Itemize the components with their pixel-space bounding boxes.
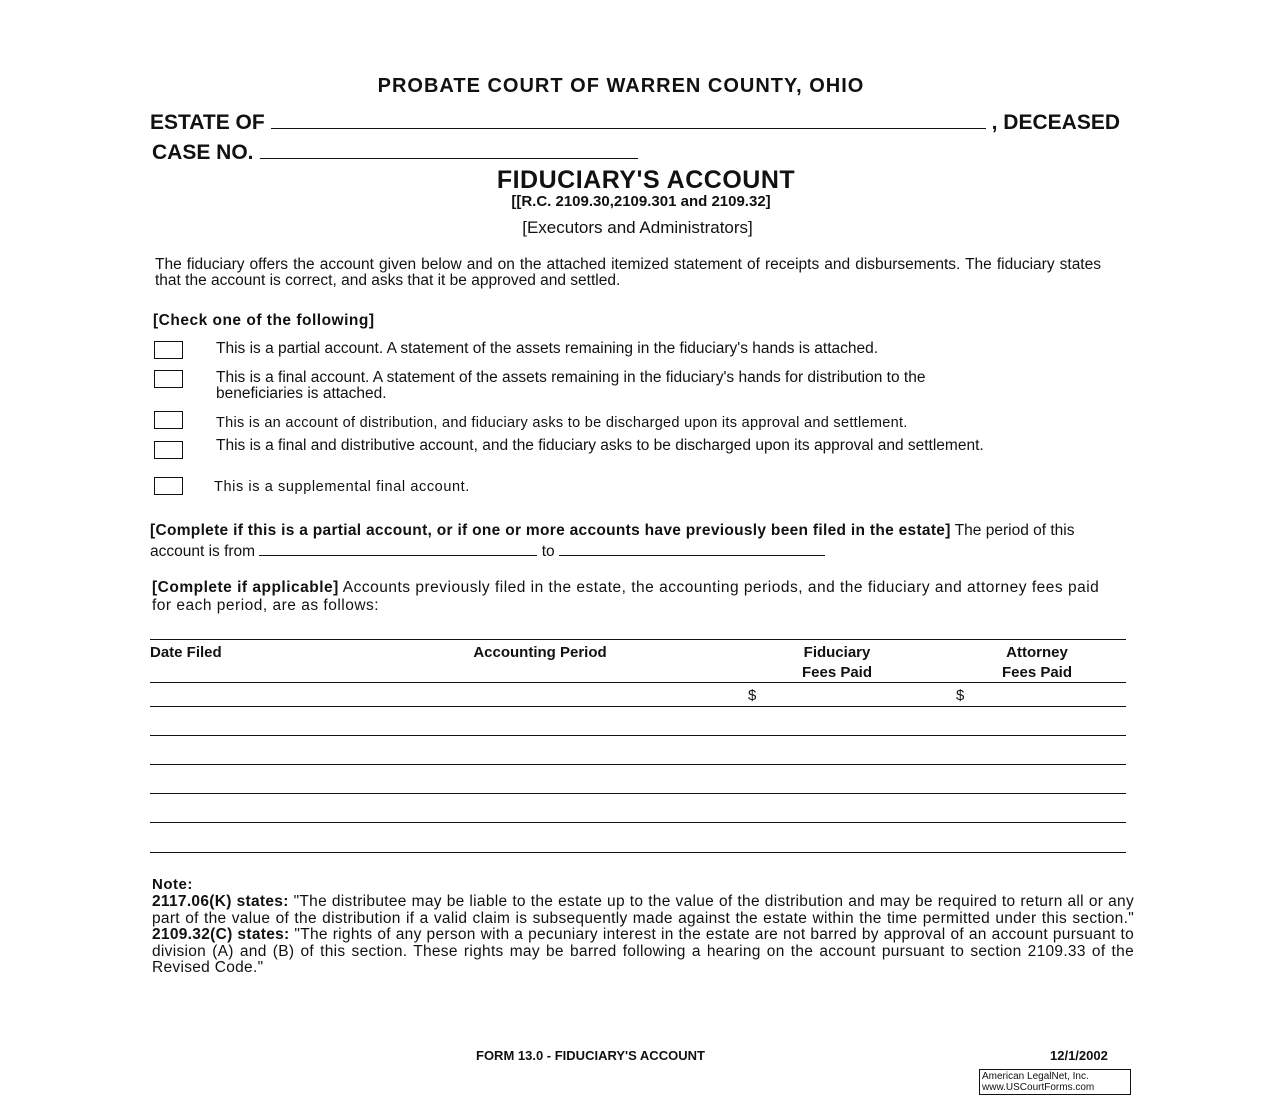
col-fiduciary-line1: Fiduciary	[803, 644, 871, 661]
table-row[interactable]	[150, 793, 1126, 794]
note-text-2117: "The distributee may be liable to the estate up to the value of the distribution and may be required to return all or any part of the value of the distribution if a valid claim is subsequently made against the estate within the time permitted under this section."	[152, 893, 1134, 927]
table-row[interactable]	[150, 735, 1126, 736]
case-number-row	[152, 138, 638, 165]
note-label: Note:	[152, 876, 193, 893]
table-top-rule	[150, 639, 1126, 640]
col-fiduciary-line2: Fees Paid	[801, 664, 873, 681]
previous-text: Accounts previously filed in the estate, the accounting periods, and the fiduciary and attorney fees paid for each period, are as follows:	[152, 579, 1100, 614]
period-to-field[interactable]	[559, 541, 825, 556]
supplemental-account-label: This is a supplemental final account.	[214, 479, 470, 495]
case-number-label: CASE NO.	[152, 141, 254, 164]
footer-form-name: FORM 13.0 - FIDUCIARY'S ACCOUNT	[476, 1048, 705, 1063]
deceased-label: , DECEASED	[991, 111, 1120, 134]
note-text-2109: "The rights of any person with a pecuniary interest in the estate are not barred by approval of an account pursuant to division (A) and (B) of this section. These rights may be barred following a hearing on the account pursuant to section 2109.33 of the Revised Code."	[152, 926, 1135, 976]
table-row[interactable]	[150, 706, 1126, 707]
period-instruction: [Complete if this is a partial account, or if one or more accounts have previously been filed in the estate]	[150, 522, 951, 539]
partial-account-label: This is a partial account. A statement of the assets remaining in the fiduciary's hands is attached.	[216, 340, 879, 357]
publisher-stamp	[979, 1069, 1131, 1095]
footer-date: 12/1/2002	[1050, 1048, 1108, 1063]
estate-of-row	[150, 108, 1120, 135]
fiduciary-types: [Executors and Administrators]	[522, 218, 753, 237]
case-number-field[interactable]	[260, 138, 638, 159]
col-fiduciary-fees	[772, 643, 902, 683]
statute-reference: [[R.C. 2109.30,2109.301 and 2109.32]	[511, 193, 771, 210]
stamp-line1: American LegalNet, Inc.	[982, 1071, 1089, 1082]
partial-account-checkbox[interactable]	[154, 341, 183, 359]
period-from-field[interactable]	[259, 541, 537, 556]
period-to-label: to	[541, 543, 555, 560]
final-distributive-checkbox[interactable]	[154, 441, 183, 459]
attorney-dollar-sign: $	[956, 687, 965, 704]
final-distributive-label: This is a final and distributive account, and the fiduciary asks to be discharged upon its approval and settlement.	[216, 437, 984, 454]
intro-paragraph: The fiduciary offers the account given below and on the attached itemized statement of receipts and disbursements. The fiduciary states that the account is correct, and asks that it be approved and settled.	[155, 256, 1101, 289]
check-heading: [Check one of the following]	[153, 312, 375, 329]
form-title: FIDUCIARY'S ACCOUNT	[496, 166, 796, 194]
note-text	[152, 894, 1134, 977]
estate-of-label: ESTATE OF	[150, 111, 265, 134]
estate-name-field[interactable]	[271, 108, 986, 129]
note-ref-2109: 2109.32(C) states:	[152, 926, 290, 943]
col-attorney-line2: Fees Paid	[1001, 664, 1073, 681]
note-ref-2117: 2117.06(K) states:	[152, 893, 289, 910]
col-accounting-period: Accounting Period	[473, 644, 607, 661]
table-row[interactable]	[150, 852, 1126, 853]
period-section	[150, 521, 1120, 562]
final-account-label: This is a final account. A statement of the assets remaining in the fiduciary's hands for distribution to the beneficiaries is attached.	[216, 369, 926, 402]
supplemental-account-checkbox[interactable]	[154, 477, 183, 495]
distribution-account-label: This is an account of distribution, and fiduciary asks to be discharged upon its approval and settlement.	[216, 415, 908, 431]
col-date-filed: Date Filed	[150, 644, 222, 661]
court-name: PROBATE COURT OF WARREN COUNTY, OHIO	[377, 75, 865, 97]
table-row[interactable]	[150, 822, 1126, 823]
table-row[interactable]	[150, 764, 1126, 765]
col-attorney-line1: Attorney	[1006, 644, 1068, 661]
previous-accounts-section	[152, 579, 1117, 615]
stamp-line2: www.USCourtForms.com	[982, 1082, 1095, 1093]
previous-instruction: [Complete if applicable]	[152, 579, 339, 596]
col-attorney-fees	[972, 643, 1102, 683]
table-header-rule	[150, 682, 1126, 683]
fiduciary-dollar-sign: $	[748, 687, 757, 704]
period-text: The period of this account is from	[150, 522, 1075, 560]
final-account-checkbox[interactable]	[154, 370, 183, 388]
distribution-account-checkbox[interactable]	[154, 411, 183, 429]
